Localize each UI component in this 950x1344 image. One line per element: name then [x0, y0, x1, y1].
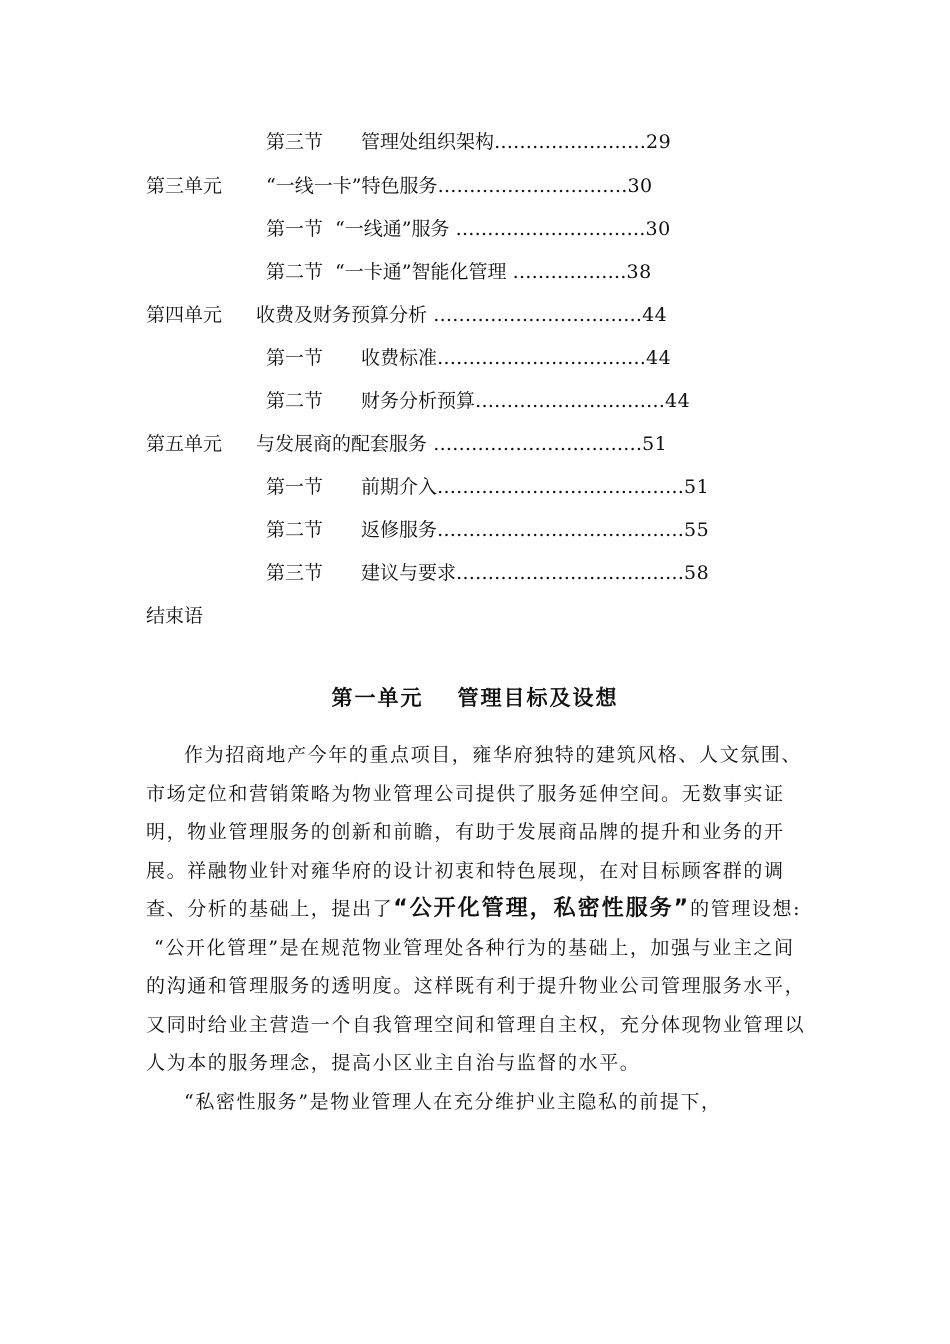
paragraph-1 [146, 736, 810, 929]
toc-title: “一线一卡”特色服务 [266, 175, 438, 197]
toc-row[interactable] [146, 171, 653, 201]
toc-title: 收费及财务预算分析 [256, 304, 428, 326]
body-text [146, 736, 810, 1121]
toc-page: 55 [684, 519, 710, 541]
toc-title: 收费标准 [361, 347, 438, 369]
toc-title: “一卡通”智能化管理 [335, 261, 507, 283]
toc-title: 管理处组织架构 [361, 131, 495, 153]
heading-title: 管理目标及设想 [457, 686, 619, 710]
toc-row[interactable] [266, 386, 690, 416]
toc-leader: …………………………… [437, 347, 647, 369]
toc-section: 第一节 [266, 218, 324, 240]
toc-ending[interactable] [146, 601, 203, 631]
toc-page: 30 [645, 218, 671, 240]
toc-unit: 第五单元 [146, 433, 223, 455]
toc-page: 38 [626, 261, 652, 283]
toc-page: 51 [684, 476, 710, 498]
toc-title: 财务分析预算 [361, 390, 476, 412]
toc-leader: …………………… [494, 131, 647, 153]
toc-ending-label: 结束语 [146, 605, 204, 627]
toc-page: 51 [642, 433, 668, 455]
toc-leader: ………………………… [437, 175, 628, 197]
toc-section: 第二节 [266, 261, 324, 283]
paragraph-3: “私密性服务”是物业管理人在充分维护业主隐私的前提下， [184, 1090, 722, 1113]
toc-page: 44 [646, 347, 672, 369]
toc-row[interactable] [266, 127, 671, 157]
toc-unit: 第三单元 [146, 175, 223, 197]
heading-unit: 第一单元 [331, 686, 424, 710]
toc-title: 与发展商的配套服务 [256, 433, 428, 455]
toc-title: 建议与要求 [361, 562, 457, 584]
toc-page: 44 [642, 304, 668, 326]
toc-section: 第一节 [266, 476, 324, 498]
unit-heading [0, 682, 950, 712]
toc-leader: ………………………… [449, 218, 646, 240]
toc-page: 58 [684, 562, 710, 584]
toc-row[interactable] [146, 300, 667, 330]
toc-leader: …………………………… [427, 433, 643, 455]
toc-row[interactable] [266, 343, 671, 373]
paragraph-1-tail: 的管理设想: [690, 898, 802, 920]
toc-leader: ……………………………… [456, 562, 685, 584]
toc-leader: ……………… [506, 261, 627, 283]
toc-row[interactable] [266, 257, 652, 287]
toc-section: 第三节 [266, 562, 324, 584]
management-concept: “公开化管理，私密性服务” [393, 896, 691, 921]
toc-leader: ………………………… [475, 390, 666, 412]
toc-section: 第二节 [266, 519, 324, 541]
toc-unit: 第四单元 [146, 304, 223, 326]
toc-leader: …………………………… [427, 304, 643, 326]
toc-section: 第三节 [266, 131, 324, 153]
toc-leader: ………………………………… [437, 519, 685, 541]
toc-page: 44 [665, 390, 691, 412]
paragraph-1-text: 作为招商地产今年的重点项目，雍华府独特的建筑风格、人文氛围、市场定位和营销策略为物业管理公司提供了服务延伸空间。无数事实证明，物业管理服务的创新和前瞻，有助于发展商品牌的提升和业务的开展。祥融物业针对雍华府的设计初衷和特色展现，在对目标顾客群的调查、分析的基础上，提出了 [146, 744, 803, 920]
toc-leader: ………………………………… [437, 476, 685, 498]
toc-row[interactable] [266, 515, 709, 545]
toc-row[interactable] [266, 472, 709, 502]
toc-row[interactable] [266, 558, 709, 588]
toc-row[interactable] [146, 429, 667, 459]
paragraph-2: “公开化管理”是在规范物业管理处各种行为的基础上，加强与业主之间的沟通和管理服务的透明度。这样既有利于提升物业公司管理服务水平，又同时给业主营造一个自我管理空间和管理自主权，充分体现物业管理以人为本的服务理念，提高小区业主自治与监督的水平。 [146, 936, 806, 1074]
toc-section: 第二节 [266, 390, 324, 412]
toc-title: 前期介入 [361, 476, 438, 498]
toc-row[interactable] [266, 214, 671, 244]
toc-page: 29 [646, 131, 672, 153]
toc-page: 30 [627, 175, 653, 197]
toc-section: 第一节 [266, 347, 324, 369]
toc-title: 返修服务 [361, 519, 438, 541]
toc-title: “一线通”服务 [335, 218, 450, 240]
